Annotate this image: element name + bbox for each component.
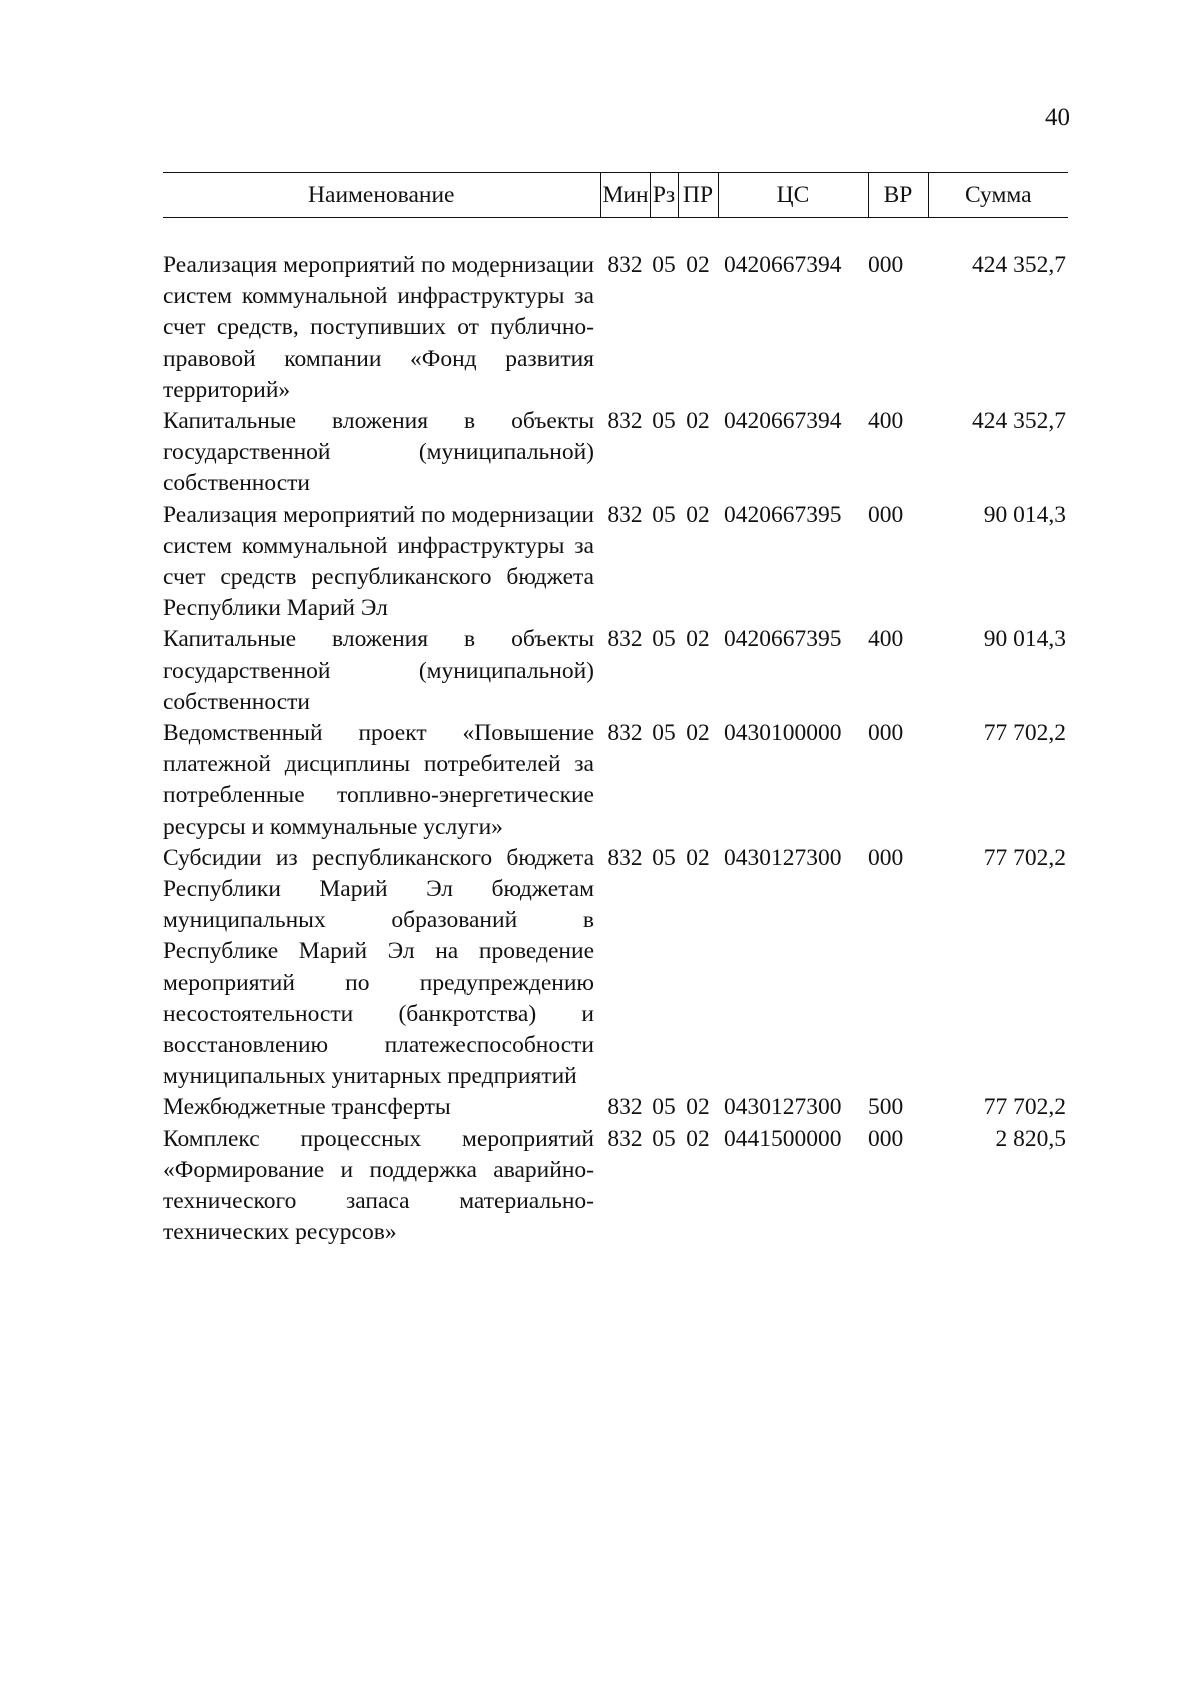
row-vr: 000 <box>868 720 904 747</box>
row-name: Межбюджетные трансферты <box>163 1094 451 1121</box>
row-min: 832 <box>607 1125 643 1152</box>
header-name: Наименование <box>163 173 600 218</box>
row-cs: 0430127300 <box>724 844 842 871</box>
row-name: Капитальные вложения в объекты государственной (муниципальной) собственности <box>163 626 594 715</box>
row-rz: 05 <box>652 408 676 435</box>
row-rz: 05 <box>652 626 676 653</box>
table-row <box>163 500 1068 625</box>
header-cs: ЦС <box>718 173 868 218</box>
row-rz: 05 <box>652 720 676 747</box>
row-rz: 05 <box>652 844 676 871</box>
table-header-row <box>163 173 1068 218</box>
row-cs: 0430127300 <box>724 1094 842 1121</box>
table-row <box>163 624 1068 718</box>
row-vr: 000 <box>868 844 904 871</box>
table-row <box>163 718 1068 843</box>
row-name: Капитальные вложения в объекты государственной (муниципальной) собственности <box>163 408 594 497</box>
header-spacer <box>163 218 1068 251</box>
row-min: 832 <box>607 408 643 435</box>
row-cs: 0420667395 <box>724 501 842 528</box>
row-sum: 77 702,2 <box>983 720 1066 747</box>
header-sum: Сумма <box>928 173 1068 218</box>
row-vr: 000 <box>868 501 904 528</box>
table-row <box>163 843 1068 1093</box>
row-vr: 000 <box>868 1125 904 1152</box>
row-sum: 77 702,2 <box>983 1094 1066 1121</box>
row-pr: 02 <box>686 1094 710 1121</box>
row-rz: 05 <box>652 1125 676 1152</box>
budget-table <box>163 172 1068 1249</box>
header-vr: ВР <box>868 173 928 218</box>
row-cs: 0420667394 <box>724 252 842 278</box>
table-row <box>163 250 1068 406</box>
row-name: Ведомственный проект «Повышение платежной дисциплины потребителей за потребленные топливно-энергетические ресурсы и коммунальные услуги» <box>163 720 594 840</box>
row-sum: 2 820,5 <box>995 1125 1066 1152</box>
row-sum: 424 352,7 <box>972 252 1066 278</box>
page-number: 40 <box>1045 104 1070 131</box>
row-pr: 02 <box>686 501 710 528</box>
table-row <box>163 1124 1068 1249</box>
row-vr: 400 <box>868 408 904 435</box>
row-min: 832 <box>607 1094 643 1121</box>
row-min: 832 <box>607 626 643 653</box>
row-min: 832 <box>607 844 643 871</box>
row-name: Реализация мероприятий по модернизации систем коммунальной инфраструктуры за счет средств, поступивших от публично-правовой компании «Фонд развития территорий» <box>163 252 594 403</box>
row-pr: 02 <box>686 844 710 871</box>
row-pr: 02 <box>686 252 710 278</box>
row-pr: 02 <box>686 408 710 435</box>
header-pr: ПР <box>678 173 718 218</box>
row-min: 832 <box>607 720 643 747</box>
row-pr: 02 <box>686 720 710 747</box>
row-name: Субсидии из республиканского бюджета Республики Марий Эл бюджетам муниципальных образований в Республике Марий Эл на проведение мероприятий по предупреждению несостоятельности (банкротства) и восстановлению платежеспособности муниципальных унитарных предприятий <box>163 844 594 1090</box>
header-min: Мин <box>600 173 650 218</box>
row-sum: 77 702,2 <box>983 844 1066 871</box>
row-cs: 0430100000 <box>724 720 842 747</box>
row-cs: 0441500000 <box>724 1125 842 1152</box>
row-pr: 02 <box>686 1125 710 1152</box>
row-vr: 000 <box>868 252 904 278</box>
row-sum: 90 014,3 <box>983 626 1066 653</box>
row-pr: 02 <box>686 626 710 653</box>
row-name: Реализация мероприятий по модернизации систем коммунальной инфраструктуры за счет средств республиканского бюджета Республики Марий Эл <box>163 501 594 622</box>
row-cs: 0420667395 <box>724 626 842 653</box>
row-rz: 05 <box>652 252 676 278</box>
row-vr: 500 <box>868 1094 904 1121</box>
row-name: Комплекс процессных мероприятий «Формирование и поддержка аварийно-технического запаса материально-технических ресурсов» <box>163 1125 594 1246</box>
row-min: 832 <box>607 501 643 528</box>
row-cs: 0420667394 <box>724 408 842 435</box>
row-sum: 424 352,7 <box>972 408 1066 435</box>
header-rz: Рз <box>650 173 678 218</box>
row-vr: 400 <box>868 626 904 653</box>
row-rz: 05 <box>652 1094 676 1121</box>
row-min: 832 <box>607 252 643 278</box>
row-rz: 05 <box>652 501 676 528</box>
table-row <box>163 1092 1068 1123</box>
table-row <box>163 406 1068 500</box>
row-sum: 90 014,3 <box>983 501 1066 528</box>
